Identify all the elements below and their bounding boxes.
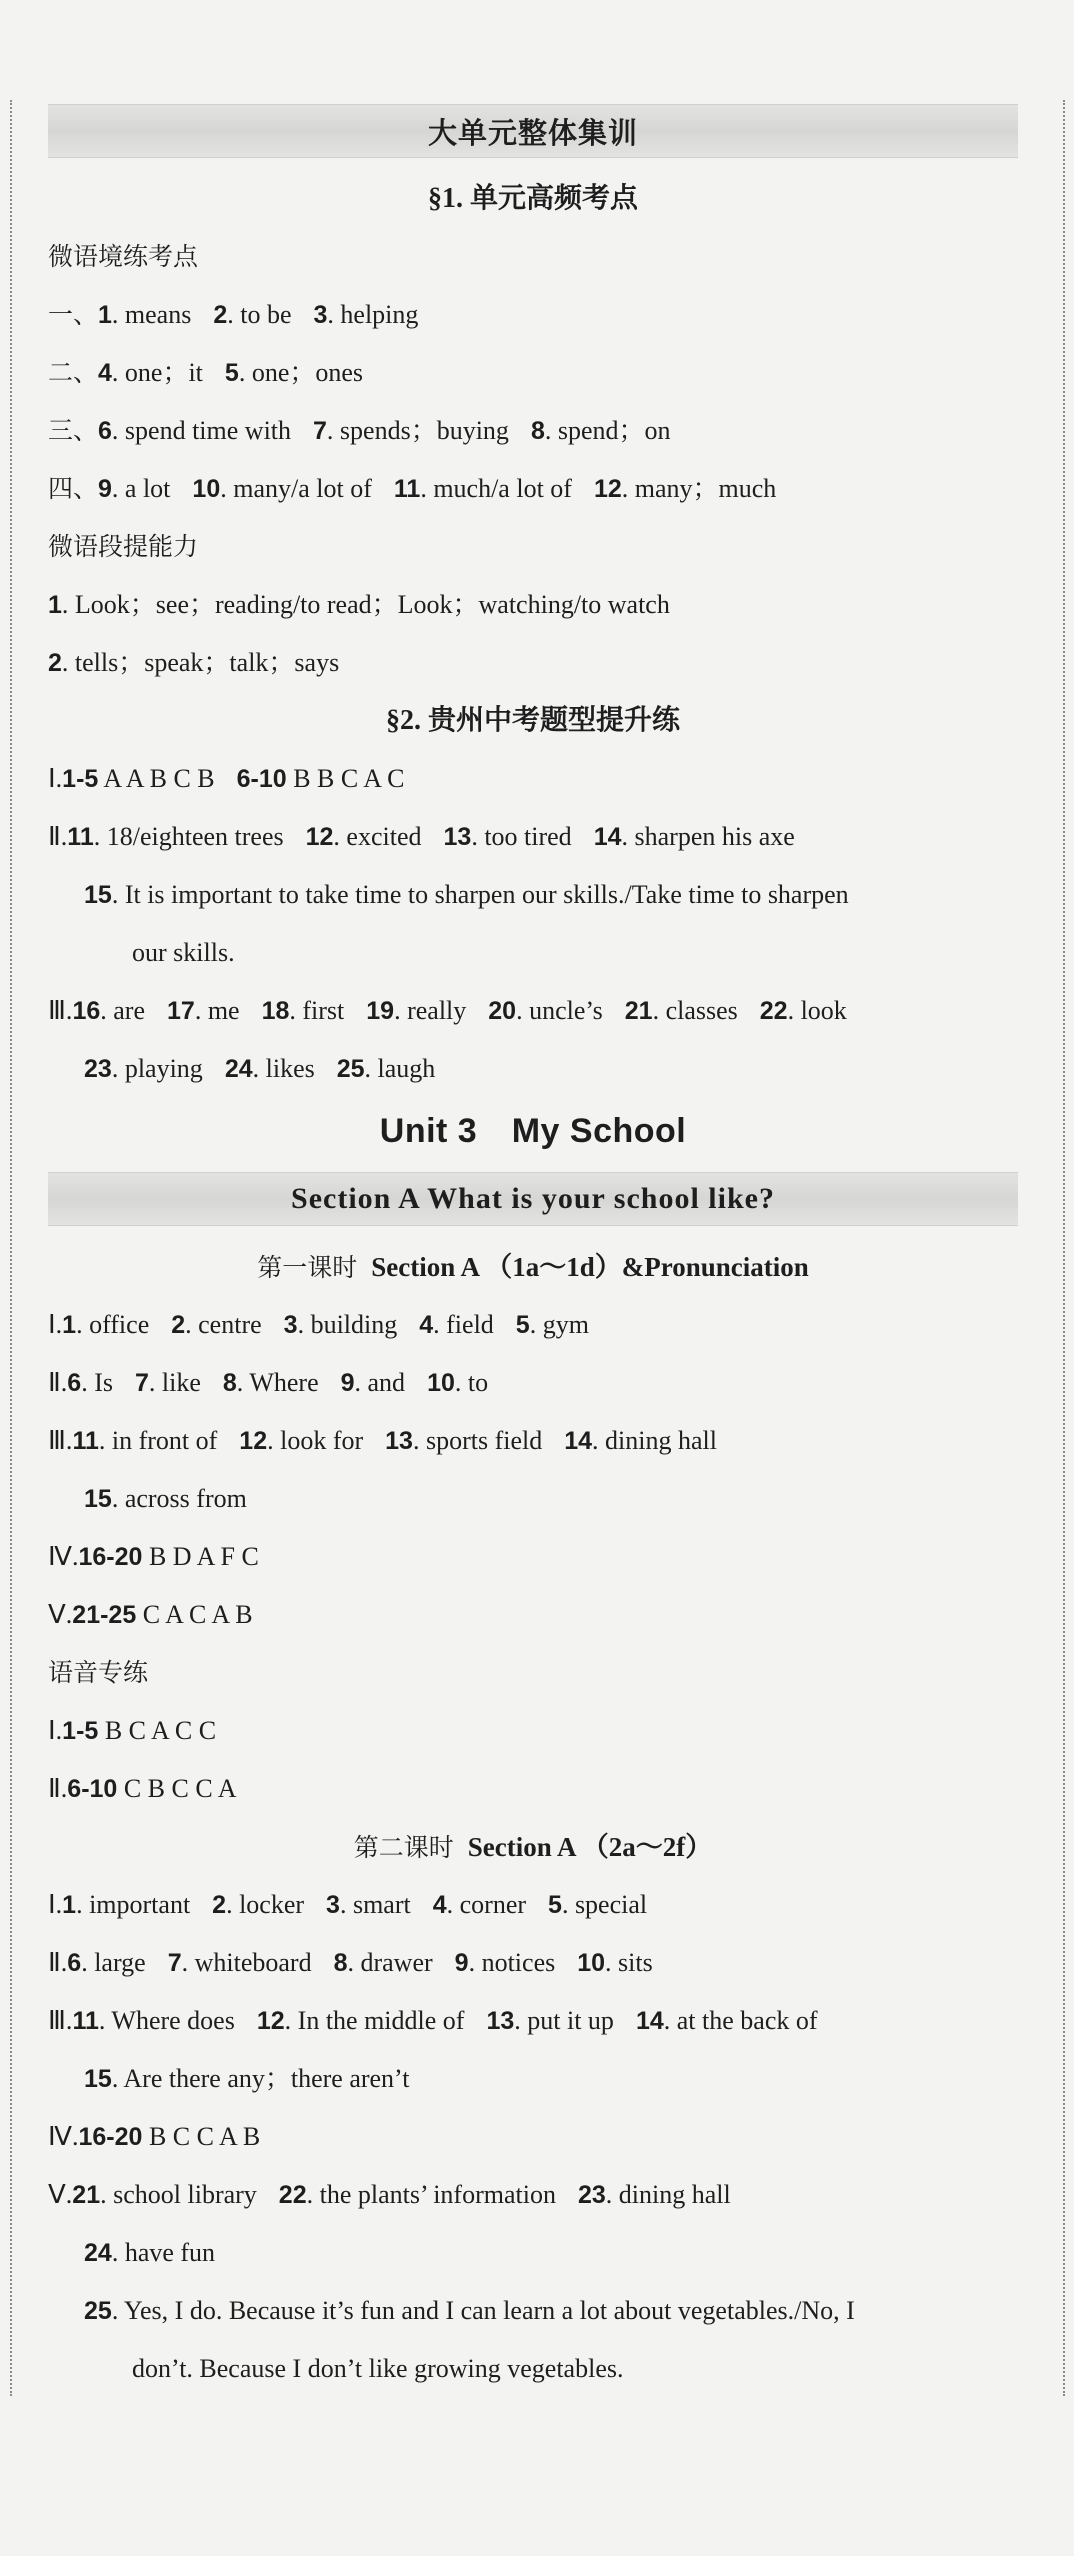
phonics-answer-list — [48, 1702, 1018, 1818]
answer-text: A A B C B — [98, 764, 215, 793]
question-number: 6-10 — [236, 765, 287, 793]
question-number: 16-20 — [78, 2123, 143, 2151]
answer-text: don’t. Because I don’t like growing vegetables. — [132, 2354, 624, 2383]
answer-text: C B C C A — [117, 1774, 237, 1803]
question-number: 15 — [84, 2065, 112, 2093]
answer-text: . field — [433, 1310, 494, 1339]
answer-text: B C C A B — [142, 2122, 261, 2151]
s2-answer-list — [48, 750, 1018, 1098]
answer-text: . spend；on — [544, 416, 671, 445]
answer-text: . dining hall — [605, 2180, 731, 2209]
question-number: 21 — [72, 2181, 101, 2209]
question-number: 3 — [326, 1891, 340, 1919]
answer-row — [48, 286, 1018, 344]
question-number: 8 — [530, 417, 545, 445]
row-label: 四、 — [48, 474, 99, 503]
answer-text: our skills. — [132, 938, 235, 967]
answer-text: . at the back of — [663, 2006, 818, 2035]
micro-para-heading: 微语段提能力 — [48, 532, 199, 561]
question-number: 1-5 — [62, 765, 99, 793]
answer-text: . helping — [327, 300, 419, 329]
row-label: Ⅰ. — [48, 1310, 63, 1339]
answer-text: . large — [81, 1948, 146, 1977]
question-number: 9 — [340, 1369, 355, 1397]
question-number: 12 — [593, 475, 622, 503]
lesson1-title — [48, 1238, 1018, 1296]
answer-text: . classes — [652, 996, 738, 1025]
answer-text: . centre — [185, 1310, 262, 1339]
question-number: 25 — [336, 1055, 365, 1083]
question-number: 14 — [593, 823, 622, 851]
answer-row — [48, 1296, 1018, 1354]
question-number: 8 — [333, 1949, 348, 1977]
answer-row — [48, 402, 1018, 460]
question-number: 13 — [385, 1427, 413, 1455]
answer-row — [48, 1992, 1018, 2050]
answer-row — [48, 1934, 1018, 1992]
answer-row — [48, 982, 1018, 1040]
answer-text: . important — [76, 1890, 191, 1919]
question-number: 5 — [515, 1311, 530, 1339]
answer-row — [48, 750, 1018, 808]
answer-text: C A C A B — [136, 1600, 253, 1629]
question-number: 2 — [171, 1311, 186, 1339]
question-number: 19 — [366, 997, 395, 1025]
row-label: Ⅱ. — [48, 1948, 68, 1977]
answer-text: . many/a lot of — [220, 474, 372, 503]
question-number: 10 — [192, 475, 221, 503]
answer-row — [48, 634, 1018, 692]
answer-row — [48, 460, 1018, 518]
answer-row — [48, 344, 1018, 402]
row-label: Ⅰ. — [48, 1716, 63, 1745]
answer-text: . playing — [111, 1054, 203, 1083]
answer-text: . and — [354, 1368, 406, 1397]
answer-text: . Yes, I do. Because it’s fun and I can learn a lot about vegetables./No, I — [111, 2296, 855, 2325]
answer-row — [48, 2282, 1018, 2340]
question-number: 1 — [48, 591, 62, 619]
answer-row — [48, 1876, 1018, 1934]
answer-text: B D A F C — [142, 1542, 259, 1571]
lesson2-title-en: Section A （2a～2f） — [467, 1832, 713, 1862]
unit-title: Unit 3 My School — [379, 1112, 687, 1150]
question-number: 12 — [239, 1427, 268, 1455]
answer-text: . Is — [81, 1368, 113, 1397]
question-number: 15 — [84, 1485, 112, 1513]
row-label: 一、 — [48, 300, 99, 329]
answer-text: . too tired — [471, 822, 572, 851]
answer-row — [48, 1586, 1018, 1644]
question-number: 16 — [72, 997, 101, 1025]
question-number: 14 — [564, 1427, 593, 1455]
micro-vocab-heading: 微语境练考点 — [48, 242, 199, 271]
answer-text: . drawer — [347, 1948, 433, 1977]
question-number: 7 — [167, 1949, 182, 1977]
answer-text: . look for — [267, 1426, 364, 1455]
question-number: 25 — [84, 2297, 112, 2325]
answer-row — [48, 1760, 1018, 1818]
question-number: 14 — [635, 2007, 664, 2035]
answer-row — [48, 2224, 1018, 2282]
question-number: 24 — [224, 1055, 253, 1083]
row-label: Ⅴ. — [48, 2180, 73, 2209]
answer-text: . Where — [236, 1368, 319, 1397]
para-answer-list — [48, 576, 1018, 692]
question-number: 23 — [84, 1055, 112, 1083]
answer-text: . sharpen his axe — [621, 822, 795, 851]
answer-text: . tells；speak；talk；says — [61, 648, 340, 677]
row-label: Ⅳ. — [48, 2122, 79, 2151]
answer-text: . dining hall — [592, 1426, 717, 1455]
right-dotted-rule — [1063, 100, 1065, 2396]
answer-text: . excited — [333, 822, 422, 851]
answer-row — [48, 1470, 1018, 1528]
question-number: 12 — [305, 823, 334, 851]
question-number: 9 — [98, 475, 112, 503]
lesson2-title — [48, 1818, 1018, 1876]
question-number: 7 — [313, 417, 327, 445]
question-number: 22 — [278, 2181, 307, 2209]
answer-text: . me — [194, 996, 240, 1025]
section-banner — [48, 1172, 1018, 1226]
answer-text: . 18/eighteen trees — [93, 822, 284, 851]
answer-text: . first — [289, 996, 345, 1025]
question-number: 1-5 — [62, 1717, 99, 1745]
question-number: 10 — [577, 1949, 606, 1977]
row-label: Ⅰ. — [48, 764, 63, 793]
answer-row — [48, 576, 1018, 634]
question-number: 16-20 — [78, 1543, 143, 1571]
answer-text: . smart — [339, 1890, 411, 1919]
question-number: 5 — [548, 1891, 562, 1919]
s1-title: §1. 单元高频考点 — [427, 183, 638, 214]
answer-text: . Are there any；there aren’t — [111, 2064, 410, 2093]
s2-title: §2. 贵州中考题型提升练 — [385, 705, 680, 736]
answer-text: . a lot — [111, 474, 171, 503]
row-label: 二、 — [48, 358, 99, 387]
question-number: 21 — [624, 997, 653, 1025]
lesson1-title-cn: 第一课时 — [257, 1253, 358, 1282]
question-number: 1 — [62, 1891, 77, 1919]
left-dotted-rule — [10, 100, 12, 2396]
answer-text: . likes — [252, 1054, 315, 1083]
question-number: 4 — [419, 1311, 434, 1339]
row-label: Ⅱ. — [48, 1368, 68, 1397]
question-number: 13 — [486, 2007, 515, 2035]
row-label: Ⅱ. — [48, 822, 68, 851]
answer-text: . It is important to take time to sharpen our skills./Take time to sharpen — [111, 880, 849, 909]
answer-text: . to — [454, 1368, 489, 1397]
section-title: Section A What is your school like? — [291, 1182, 775, 1215]
question-number: 11 — [67, 823, 94, 851]
question-number: 6 — [67, 1949, 82, 1977]
answer-row — [48, 1040, 1018, 1098]
answer-text: . much/a lot of — [420, 474, 572, 503]
row-label: Ⅲ. — [48, 1426, 73, 1455]
question-number: 2 — [212, 1891, 227, 1919]
answer-text: . the plants’ information — [306, 2180, 556, 2209]
answer-row — [48, 2108, 1018, 2166]
answer-text: . many；much — [621, 474, 777, 503]
row-label: Ⅰ. — [48, 1890, 63, 1919]
answer-text: . put it up — [514, 2006, 614, 2035]
question-number: 10 — [427, 1369, 455, 1397]
question-number: 24 — [84, 2239, 112, 2267]
answer-row — [48, 2340, 1018, 2398]
question-number: 4 — [98, 359, 112, 387]
answer-text: . to be — [227, 300, 292, 329]
question-number: 7 — [134, 1369, 149, 1397]
row-label: Ⅲ. — [48, 996, 73, 1025]
question-number: 17 — [167, 997, 195, 1025]
question-number: 11 — [72, 2007, 99, 2035]
answer-text: . look — [787, 996, 847, 1025]
question-number: 15 — [84, 881, 112, 909]
big-unit-banner — [48, 104, 1018, 158]
answer-row — [48, 1702, 1018, 1760]
answer-row — [48, 2050, 1018, 2108]
answer-text: . laugh — [364, 1054, 436, 1083]
answer-text: . Look；see；reading/to read；Look；watching/to watch — [61, 590, 670, 619]
answer-text: . really — [394, 996, 467, 1025]
question-number: 23 — [577, 2181, 606, 2209]
question-number: 3 — [283, 1311, 298, 1339]
answer-text: . corner — [446, 1890, 527, 1919]
lesson1-answer-list — [48, 1296, 1018, 1644]
answer-text: . notices — [468, 1948, 556, 1977]
question-number: 12 — [256, 2007, 285, 2035]
answer-text: . spend time with — [111, 416, 292, 445]
question-number: 21-25 — [72, 1601, 137, 1629]
answer-text: . like — [148, 1368, 201, 1397]
question-number: 18 — [261, 997, 290, 1025]
answer-text: B B C A C — [286, 764, 405, 793]
answer-row — [48, 1354, 1018, 1412]
answer-text: . gym — [529, 1310, 589, 1339]
phonics-heading: 语音专练 — [48, 1658, 149, 1687]
row-label: Ⅴ. — [48, 1600, 73, 1629]
answer-text: . are — [100, 996, 145, 1025]
answer-row — [48, 924, 1018, 982]
answer-text: . office — [76, 1310, 150, 1339]
row-label: Ⅲ. — [48, 2006, 73, 2035]
question-number: 4 — [432, 1891, 447, 1919]
answer-row — [48, 1412, 1018, 1470]
answer-text: . one；ones — [238, 358, 364, 387]
question-number: 11 — [393, 475, 421, 503]
question-number: 5 — [224, 359, 239, 387]
answer-text: . school library — [100, 2180, 257, 2209]
lesson2-title-cn: 第二课时 — [353, 1833, 454, 1862]
answer-text: . spends；buying — [326, 416, 509, 445]
question-number: 2 — [48, 649, 62, 677]
answer-text: . whiteboard — [181, 1948, 312, 1977]
lesson1-title-en: Section A （1a～1d）&Pronunciation — [371, 1252, 809, 1282]
question-number: 2 — [213, 301, 228, 329]
big-unit-title: 大单元整体集训 — [427, 115, 638, 150]
answer-text: . In the middle of — [284, 2006, 465, 2035]
answer-text: . Where does — [98, 2006, 235, 2035]
vocab-answer-list — [48, 286, 1018, 518]
answer-text: . building — [297, 1310, 398, 1339]
answer-text: . special — [561, 1890, 648, 1919]
question-number: 20 — [488, 997, 517, 1025]
question-number: 3 — [313, 301, 328, 329]
question-number: 1 — [62, 1311, 77, 1339]
question-number: 6 — [98, 417, 112, 445]
answer-text: B C A C C — [98, 1716, 217, 1745]
answer-text: . one；it — [111, 358, 203, 387]
row-label: Ⅱ. — [48, 1774, 68, 1803]
answer-text: . locker — [226, 1890, 305, 1919]
answer-text: . sits — [605, 1948, 653, 1977]
answer-row — [48, 808, 1018, 866]
question-number: 8 — [222, 1369, 237, 1397]
question-number: 6 — [67, 1369, 82, 1397]
question-number: 9 — [454, 1949, 469, 1977]
question-number: 6-10 — [67, 1775, 118, 1803]
answer-row — [48, 1528, 1018, 1586]
row-label: 三、 — [48, 416, 99, 445]
answer-content — [48, 96, 1018, 2398]
answer-text: . across from — [111, 1484, 247, 1513]
answer-row — [48, 866, 1018, 924]
lesson2-answer-list — [48, 1876, 1018, 2398]
answer-row — [48, 2166, 1018, 2224]
question-number: 13 — [443, 823, 472, 851]
answer-text: . have fun — [111, 2238, 216, 2267]
answer-text: . means — [111, 300, 192, 329]
answer-text: . sports field — [412, 1426, 543, 1455]
question-number: 1 — [98, 301, 112, 329]
question-number: 11 — [72, 1427, 99, 1455]
answer-text: . in front of — [98, 1426, 218, 1455]
question-number: 22 — [759, 997, 788, 1025]
answer-text: . uncle’s — [516, 996, 603, 1025]
row-label: Ⅳ. — [48, 1542, 79, 1571]
